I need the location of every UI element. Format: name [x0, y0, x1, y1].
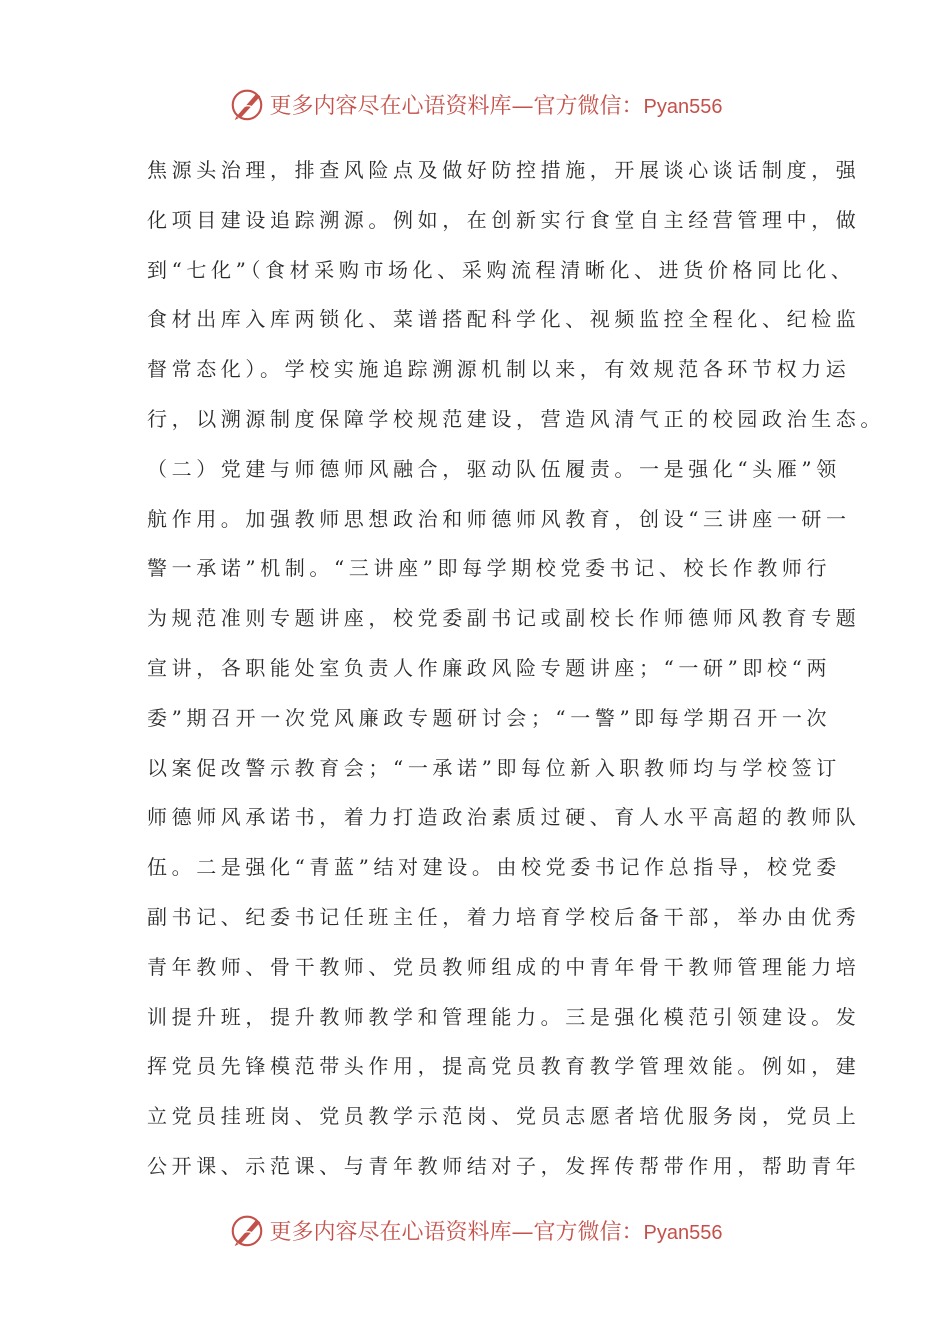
document-body [147, 146, 885, 1192]
text-line: 化项目建设追踪溯源。例如，在创新实行食堂自主经营管理中，做 [147, 207, 861, 232]
text-line: （二）党建与师德师风融合，驱动队伍履责。一是强化“头雁”领 [147, 456, 841, 481]
text-line: 师德师风承诺书，着力打造政治素质过硬、育人水平高超的教师队 [147, 805, 861, 830]
text-line: 公开课、示范课、与青年教师结对子，发挥传帮带作用，帮助青年 [147, 1153, 861, 1178]
text-line: 食材出库入库两锁化、菜谱搭配科学化、视频监控全程化、纪检监 [147, 307, 861, 332]
text-line: 到“七化”（食材采购市场化、采购流程清晰化、进货价格同比化、 [147, 257, 856, 282]
pen-logo-icon [228, 85, 266, 123]
text-line: 警一承诺”机制。“三讲座”即每学期校党委书记、校长作教师行 [147, 556, 832, 581]
text-line: 以案促改警示教育会；“一承诺”即每位新入职教师均与学校签订 [147, 755, 841, 780]
text-line: 宣讲，各职能处室负责人作廉政风险专题讲座；“一研”即校“两 [147, 655, 832, 680]
text-line: 航作用。加强教师思想政治和师德师风教育，创设“三讲座一研一 [147, 506, 851, 531]
text-line: 为规范准则专题讲座，校党委副书记或副校长作师德师风教育专题 [147, 606, 861, 631]
header-banner [0, 84, 950, 124]
text-line: 焦源头治理，排查风险点及做好防控措施，开展谈心谈话制度，强 [147, 158, 861, 182]
text-line: 督常态化）。学校实施追踪溯源机制以来，有效规范各环节权力运 [147, 357, 851, 382]
text-line: 副书记、纪委书记任班主任，着力培育学校后备干部，举办由优秀 [147, 904, 861, 929]
footer-banner-text: 更多内容尽在心语资料库—官方微信：Pyan556 [269, 1219, 723, 1245]
text-line: 挥党员先锋模范带头作用，提高党员教育教学管理效能。例如，建 [147, 1054, 861, 1079]
text-line: 行，以溯源制度保障学校规范建设，营造风清气正的校园政治生态。 [147, 406, 885, 431]
header-banner-text: 更多内容尽在心语资料库—官方微信：Pyan556 [269, 93, 723, 119]
pen-logo-icon [228, 1211, 266, 1249]
text-line: 伍。二是强化“青蓝”结对建设。由校党委书记作总指导，校党委 [147, 855, 841, 880]
footer-wechat-id: Pyan556 [643, 1221, 723, 1244]
text-line: 青年教师、骨干教师、党员教师组成的中青年骨干教师管理能力培 [147, 954, 861, 979]
text-line: 立党员挂班岗、党员教学示范岗、党员志愿者培优服务岗，党员上 [147, 1104, 861, 1129]
text-line: 委”期召开一次党风廉政专题研讨会；“一警”即每学期召开一次 [147, 705, 832, 730]
footer-banner [0, 1210, 950, 1250]
text-line: 训提升班，提升教师教学和管理能力。三是强化模范引领建设。发 [147, 1004, 861, 1029]
header-wechat-id: Pyan556 [643, 95, 723, 118]
